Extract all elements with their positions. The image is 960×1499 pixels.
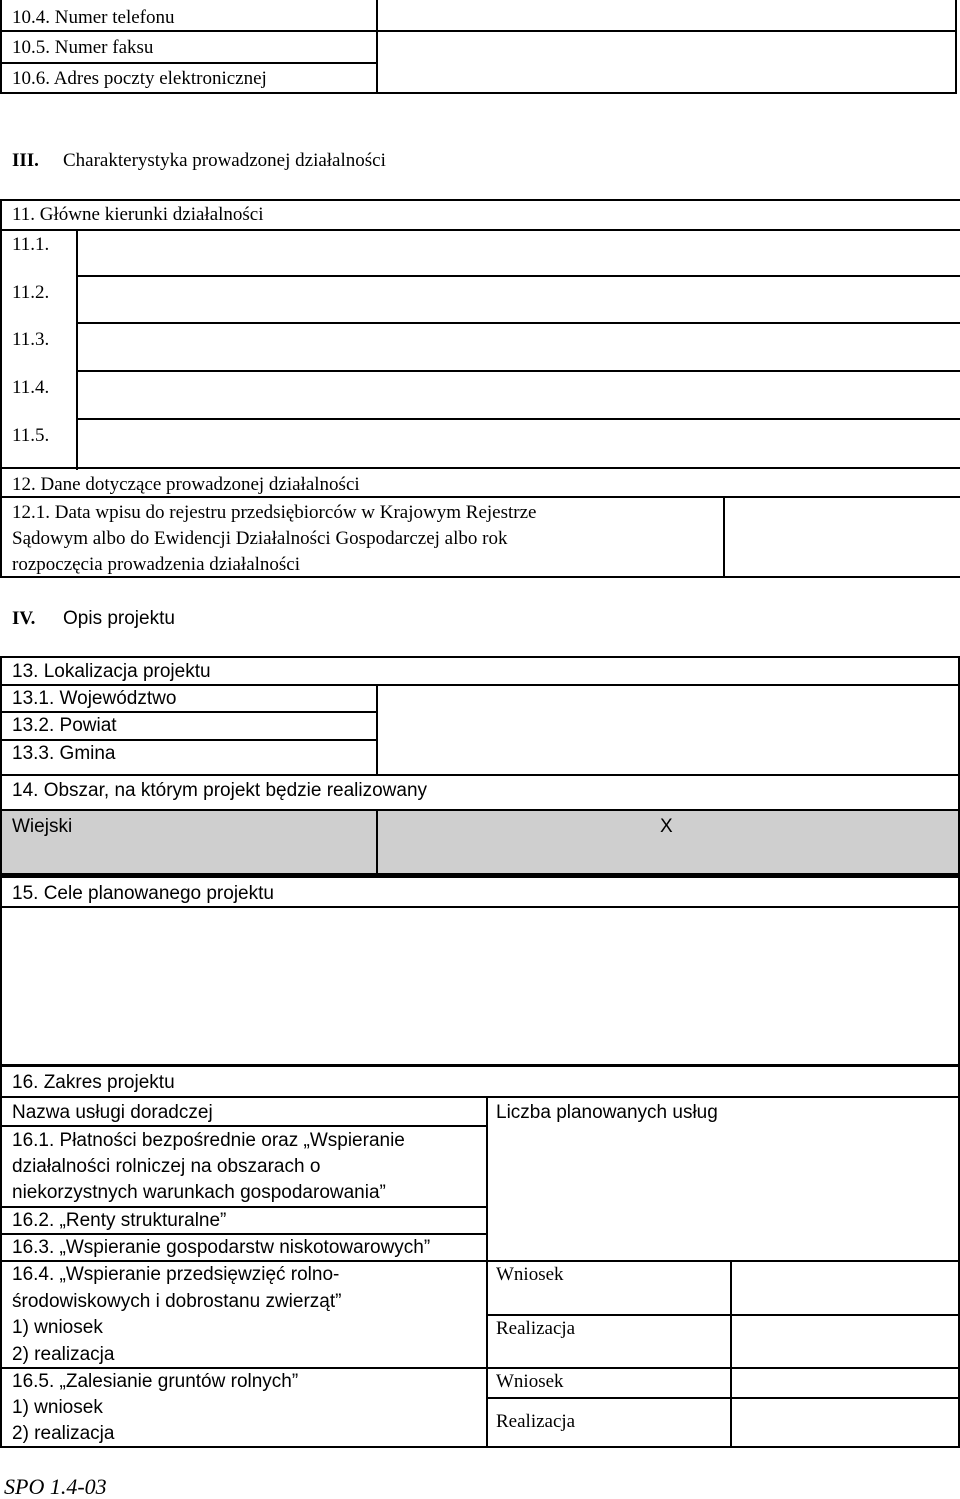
q11-row-3: 11.3. — [12, 329, 50, 350]
q16-5-line-3: 2) realizacja — [12, 1423, 115, 1444]
q16-4-realizacja: Realizacja — [496, 1318, 576, 1339]
q14-checkmark: X — [660, 816, 673, 837]
q14-option-rural: Wiejski — [12, 816, 73, 837]
q16-4-wniosek: Wniosek — [496, 1264, 564, 1285]
q14-title: 14. Obszar, na którym projekt będzie realizowany — [12, 780, 428, 801]
q16-4-line-2: środowiskowych i dobrostanu zwierząt” — [12, 1291, 342, 1312]
q16-1-line-2: działalności rolniczej na obszarach o — [12, 1156, 321, 1177]
q16-2-label: 16.2. „Renty strukturalne” — [12, 1210, 227, 1231]
section-4-number: IV. — [12, 608, 36, 629]
q16-5-line-2: 1) wniosek — [12, 1397, 103, 1418]
section-3-title: Charakterystyka prowadzonej działalności — [63, 150, 386, 171]
q16-col-name: Nazwa usługi doradczej — [12, 1102, 213, 1123]
q12-title: 12. Dane dotyczące prowadzonej działalności — [12, 474, 360, 495]
q16-5-line-1: 16.5. „Zalesianie gruntów rolnych” — [12, 1371, 299, 1392]
q16-4-line-4: 2) realizacja — [12, 1344, 115, 1365]
q13-row-3: 13.3. Gmina — [12, 743, 116, 764]
footer-code: SPO 1.4-03 — [4, 1474, 107, 1499]
fax-label: 10.5. Numer faksu — [12, 37, 154, 58]
q12-1-line-2: Sądowym albo do Ewidencji Działalności Gospodarczej albo rok — [12, 528, 508, 549]
phone-label: 10.4. Numer telefonu — [12, 7, 175, 28]
section-3-number: III. — [12, 150, 39, 171]
q11-row-4: 11.4. — [12, 377, 50, 398]
q12-1-line-3: rozpoczęcia prowadzenia działalności — [12, 554, 301, 575]
q16-5-wniosek: Wniosek — [496, 1371, 564, 1392]
q16-5-realizacja: Realizacja — [496, 1411, 576, 1432]
q16-3-label: 16.3. „Wspieranie gospodarstw niskotowarowych” — [12, 1237, 431, 1258]
section-4-title: Opis projektu — [63, 608, 175, 629]
q11-row-5: 11.5. — [12, 425, 50, 446]
q16-1-line-3: niekorzystnych warunkach gospodarowania” — [12, 1182, 386, 1203]
q11-title: 11. Główne kierunki działalności — [12, 204, 264, 225]
q12-1-line-1: 12.1. Data wpisu do rejestru przedsiębiorców w Krajowym Rejestrze — [12, 502, 537, 523]
q13-title: 13. Lokalizacja projektu — [12, 661, 211, 682]
q16-1-line-1: 16.1. Płatności bezpośrednie oraz „Wspieranie — [12, 1130, 405, 1151]
q16-4-line-1: 16.4. „Wspieranie przedsięwzięć rolno- — [12, 1264, 340, 1285]
q13-row-1: 13.1. Województwo — [12, 688, 177, 709]
q15-title: 15. Cele planowanego projektu — [12, 883, 274, 904]
q13-row-2: 13.2. Powiat — [12, 715, 117, 736]
q16-title: 16. Zakres projektu — [12, 1072, 175, 1093]
email-label: 10.6. Adres poczty elektronicznej — [12, 68, 267, 89]
q16-col-count: Liczba planowanych usług — [496, 1102, 718, 1123]
q11-row-1: 11.1. — [12, 234, 50, 255]
q16-4-line-3: 1) wniosek — [12, 1317, 103, 1338]
q11-row-2: 11.2. — [12, 282, 50, 303]
